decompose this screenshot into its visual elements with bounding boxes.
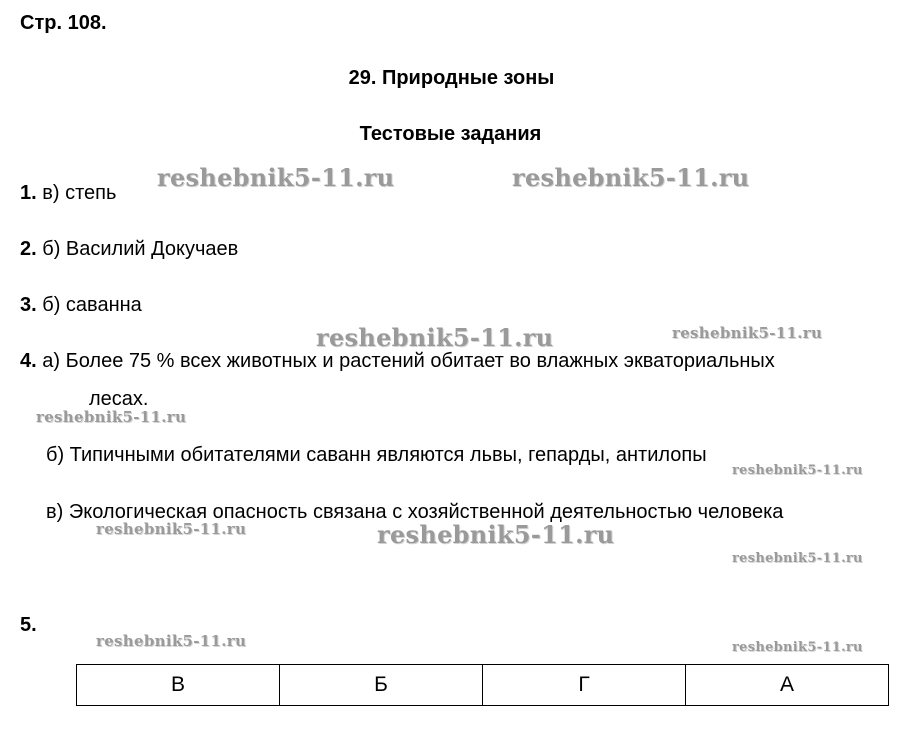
- answer-4a-continuation: лесах.: [89, 388, 149, 410]
- answer-table: [76, 664, 889, 706]
- answer-text: а) Более 75 % всех животных и растений обитает во влажных экваториальных: [42, 350, 775, 372]
- section-title: 29. Природные зоны: [348, 67, 555, 89]
- answer-number: 1.: [20, 182, 37, 204]
- table-row: [77, 665, 889, 706]
- watermark: reshebnik5-11.ru: [316, 323, 554, 352]
- answer-3: [20, 294, 142, 317]
- subtitle: Тестовые задания: [359, 123, 542, 145]
- watermark: reshebnik5-11.ru: [96, 520, 247, 538]
- answer-text: в) степь: [42, 182, 117, 204]
- watermark: reshebnik5-11.ru: [96, 632, 247, 650]
- answer-number: 4.: [20, 350, 37, 372]
- watermark: reshebnik5-11.ru: [377, 520, 615, 549]
- watermark: reshebnik5-11.ru: [157, 163, 395, 192]
- answer-4b: б) Типичными обитателями саванн являются львы, гепарды, антилопы: [46, 444, 707, 466]
- answer-4c: в) Экологическая опасность связана с хозяйственной деятельностью человека: [46, 501, 784, 523]
- answer-4a: [20, 350, 775, 373]
- watermark: reshebnik5-11.ru: [36, 408, 187, 426]
- table-cell: Г: [483, 665, 686, 706]
- answer-2: [20, 238, 238, 261]
- answer-text: б) саванна: [42, 294, 142, 316]
- answer-number: 2.: [20, 238, 37, 260]
- table-cell: Б: [280, 665, 483, 706]
- watermark: reshebnik5-11.ru: [672, 324, 823, 342]
- watermark: reshebnik5-11.ru: [732, 551, 863, 566]
- page-number: Стр. 108.: [20, 12, 107, 34]
- table-cell: В: [77, 665, 280, 706]
- watermark: reshebnik5-11.ru: [512, 163, 750, 192]
- answer-number: 5.: [20, 614, 37, 636]
- answer-5: [20, 614, 37, 637]
- answer-number: 3.: [20, 294, 37, 316]
- answer-1: [20, 182, 116, 205]
- table-cell: А: [686, 665, 889, 706]
- watermark: reshebnik5-11.ru: [732, 640, 863, 655]
- watermark: reshebnik5-11.ru: [732, 463, 863, 478]
- answer-text: б) Василий Докучаев: [42, 238, 239, 260]
